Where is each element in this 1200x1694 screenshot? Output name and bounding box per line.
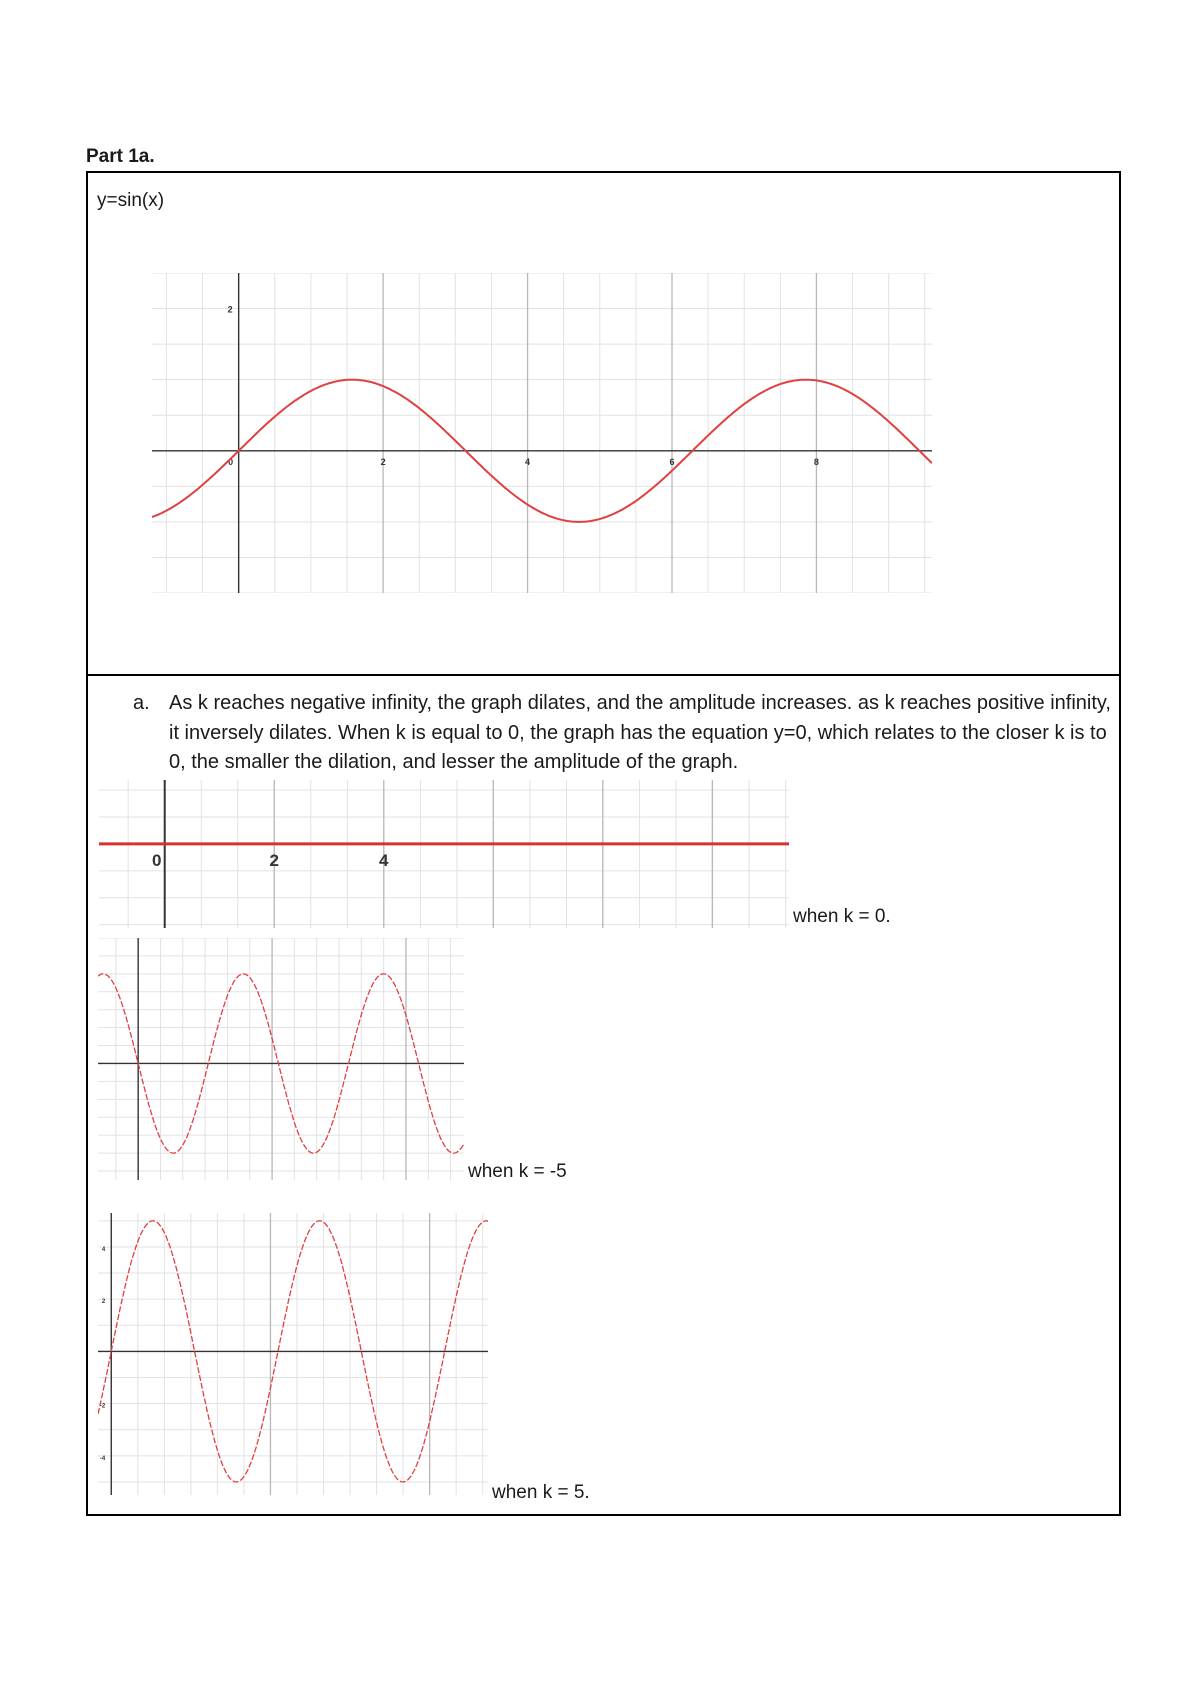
x-tick-label: 6 xyxy=(669,456,675,467)
list-marker: a. xyxy=(133,692,150,714)
y-tick-label: 2 xyxy=(101,1299,106,1306)
answer-table xyxy=(86,171,1121,1516)
x-tick-label: 4 xyxy=(525,456,531,467)
y-tick-label: -4 xyxy=(99,1455,106,1462)
k-zero-graph xyxy=(99,780,789,928)
x-tick-label: 0 xyxy=(151,850,162,870)
caption-k-pos-five: when k = 5. xyxy=(492,1482,590,1503)
caption-k-neg-five: when k = -5 xyxy=(468,1161,567,1182)
answer-text: As k reaches negative infinity, the graph dilates, and the amplitude increases. as k reaches positive infinity, it inversely dilates. When k is equal to 0, the graph has the equation y=0, which relates to the closer k is to 0, the smaller the dilation, and lesser the amplitude of the graph. xyxy=(169,692,1111,773)
x-tick-label: 4 xyxy=(379,850,389,870)
y-tick-label: 2 xyxy=(227,304,233,315)
x-tick-label: 0 xyxy=(228,456,234,467)
y-tick-label: 4 xyxy=(101,1246,106,1253)
sine-graph xyxy=(152,273,932,593)
part-title: Part 1a. xyxy=(86,146,155,167)
x-tick-label: 2 xyxy=(269,850,279,870)
x-tick-label: 8 xyxy=(813,456,819,467)
y-tick-label: -2 xyxy=(99,1403,106,1410)
caption-k-zero: when k = 0. xyxy=(793,906,891,927)
k-pos-five-graph xyxy=(98,1213,488,1495)
x-tick-label: 2 xyxy=(380,456,386,467)
function-label: y=sin(x) xyxy=(97,190,165,211)
k-neg-five-graph xyxy=(98,938,464,1180)
row-divider xyxy=(88,674,1119,676)
